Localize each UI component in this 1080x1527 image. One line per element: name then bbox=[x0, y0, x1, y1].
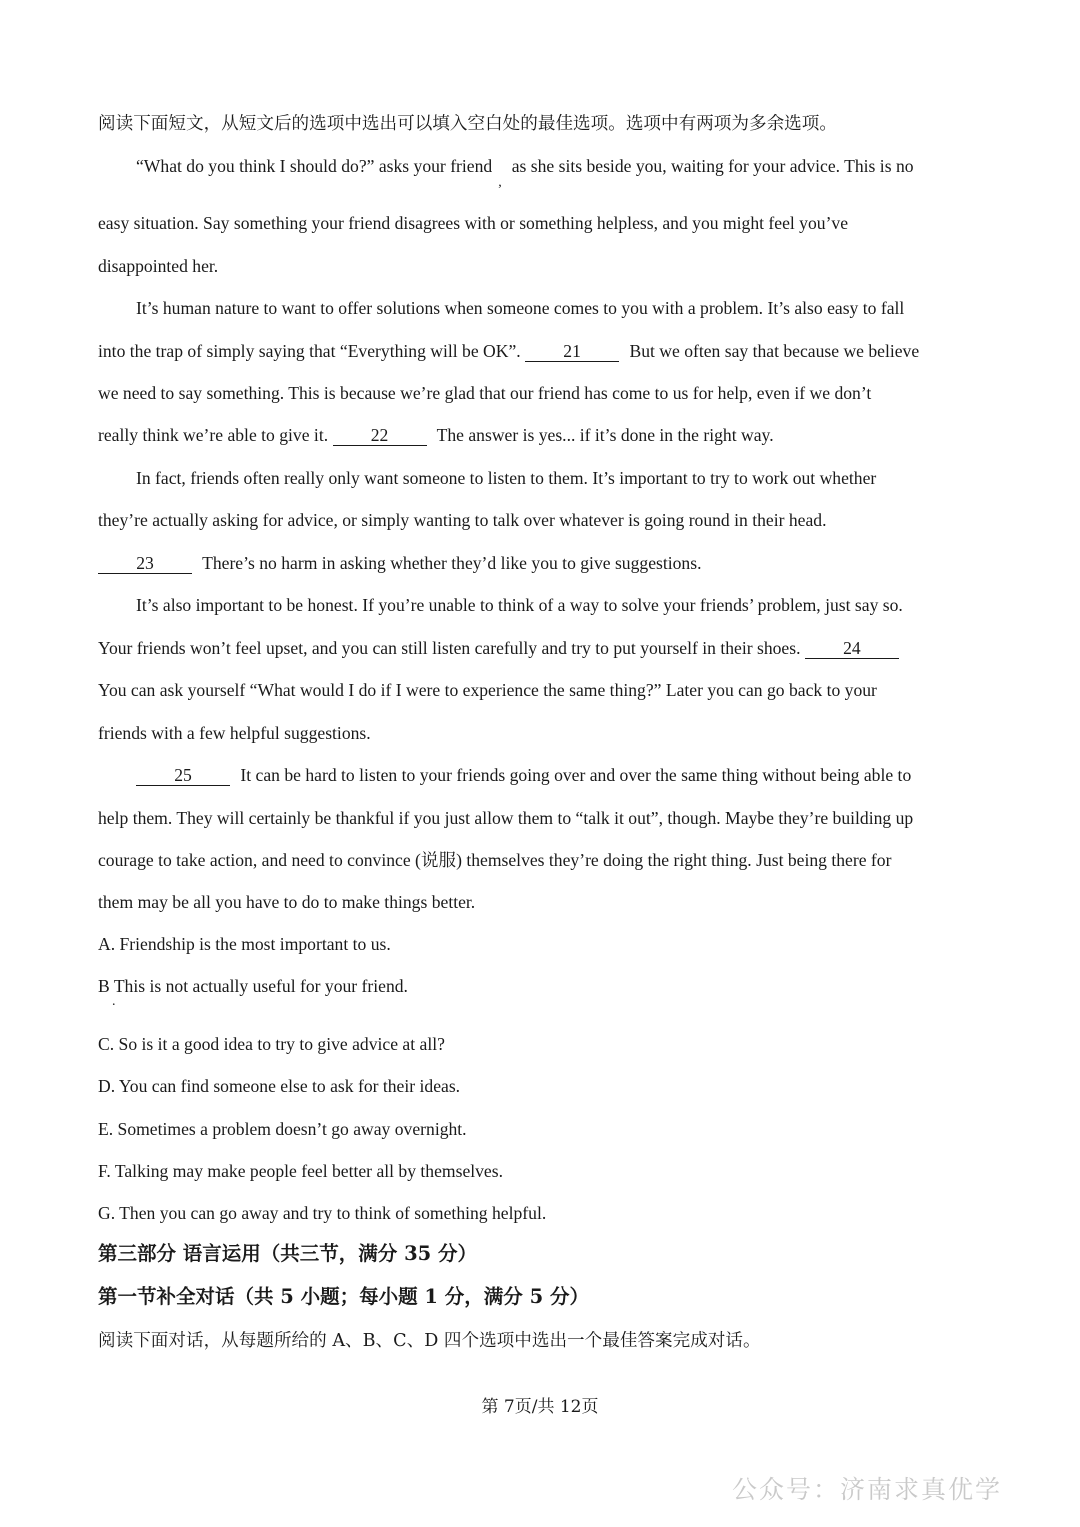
passage-line: them may be all you have to do to make things better. bbox=[98, 892, 476, 912]
passage-text: as she sits beside you, waiting for your advice. This is no bbox=[511, 156, 914, 176]
stray-dot: . bbox=[112, 994, 116, 1009]
passage-text: “What do you think I should do?” asks your friend bbox=[136, 156, 493, 176]
passage-line: they’re actually asking for advice, or simply wanting to talk over whatever is going round in their head. bbox=[98, 510, 827, 530]
blank-21[interactable]: 21 bbox=[525, 341, 619, 362]
passage-line bbox=[98, 551, 988, 575]
passage-line: disappointed her. bbox=[98, 256, 219, 276]
option-c: C. So is it a good idea to try to give advice at all? bbox=[98, 1034, 445, 1054]
section-heading-part3: 第三部分 语言运用（共三节，满分 35 分） bbox=[98, 1242, 478, 1265]
passage-line bbox=[136, 763, 988, 787]
passage-text: But we often say that because we believe bbox=[629, 341, 920, 361]
passage-line: You can ask yourself “What would I do if I were to experience the same thing?” Later you can go back to your bbox=[98, 680, 877, 700]
blank-24[interactable]: 24 bbox=[805, 638, 899, 659]
passage-line: we need to say something. This is because we’re glad that our friend has come to us for help, even if we don’t bbox=[98, 383, 872, 403]
option-e: E. Sometimes a problem doesn’t go away overnight. bbox=[98, 1119, 467, 1139]
watermark-text: 公众号：济南求真优学 bbox=[731, 1475, 1002, 1504]
passage-line: In fact, friends often really only want someone to listen to them. It’s important to try to work out whether bbox=[136, 468, 877, 488]
passage-line bbox=[136, 154, 988, 190]
passage-text: really think we’re able to give it. bbox=[98, 425, 329, 445]
passage-line: It’s also important to be honest. If you’re unable to think of a way to solve your friends’ problem, just say so. bbox=[136, 595, 903, 615]
option-g: G. Then you can go away and try to think of something helpful. bbox=[98, 1203, 547, 1223]
blank-23[interactable]: 23 bbox=[98, 553, 192, 574]
passage-line bbox=[98, 636, 988, 660]
passage-line: friends with a few helpful suggestions. bbox=[98, 723, 371, 743]
dialogue-instruction: 阅读下面对话，从每题所给的 A、B、C、D 四个选项中选出一个最佳答案完成对话。 bbox=[98, 1331, 761, 1351]
option-f: F. Talking may make people feel better all by themselves. bbox=[98, 1161, 503, 1181]
blank-25[interactable]: 25 bbox=[136, 765, 230, 786]
section-heading-sub1: 第一节补全对话（共 5 小题；每小题 1 分，满分 5 分） bbox=[98, 1285, 589, 1308]
passage-text: The answer is yes... if it’s done in the right way. bbox=[436, 425, 774, 445]
passage-line: It’s human nature to want to offer solutions when someone comes to you with a problem. It’s also easy to fall bbox=[136, 298, 905, 318]
passage-line: courage to take action, and need to convince (说服) themselves they’re doing the right thing. Just being there for bbox=[98, 850, 892, 870]
passage-line: easy situation. Say something your friend disagrees with or something helpless, and you might feel you’ve bbox=[98, 213, 849, 233]
option-d: D. You can find someone else to ask for their ideas. bbox=[98, 1076, 461, 1096]
option-a: A. Friendship is the most important to us. bbox=[98, 934, 391, 954]
page-number: 第 7页/共 12页 bbox=[481, 1397, 599, 1417]
stray-comma: , bbox=[498, 175, 502, 190]
passage-text: Your friends won’t feel upset, and you can still listen carefully and try to put yourself in their shoes. bbox=[98, 638, 801, 658]
reading-instruction: 阅读下面短文，从短文后的选项中选出可以填入空白处的最佳选项。选项中有两项为多余选项。 bbox=[98, 114, 837, 134]
passage-text: It can be hard to listen to your friends going over and over the same thing without being able to bbox=[240, 765, 912, 785]
passage-text: There’s no harm in asking whether they’d like you to give suggestions. bbox=[202, 553, 702, 573]
passage-text: into the trap of simply saying that “Everything will be OK”. bbox=[98, 341, 521, 361]
option-b: B This is not actually useful for your friend. bbox=[98, 976, 408, 996]
passage-line bbox=[98, 339, 988, 363]
passage-line bbox=[98, 423, 988, 447]
passage-line: help them. They will certainly be thankful if you just allow them to “talk it out”, though. Maybe they’re building up bbox=[98, 808, 914, 828]
blank-22[interactable]: 22 bbox=[333, 425, 427, 446]
